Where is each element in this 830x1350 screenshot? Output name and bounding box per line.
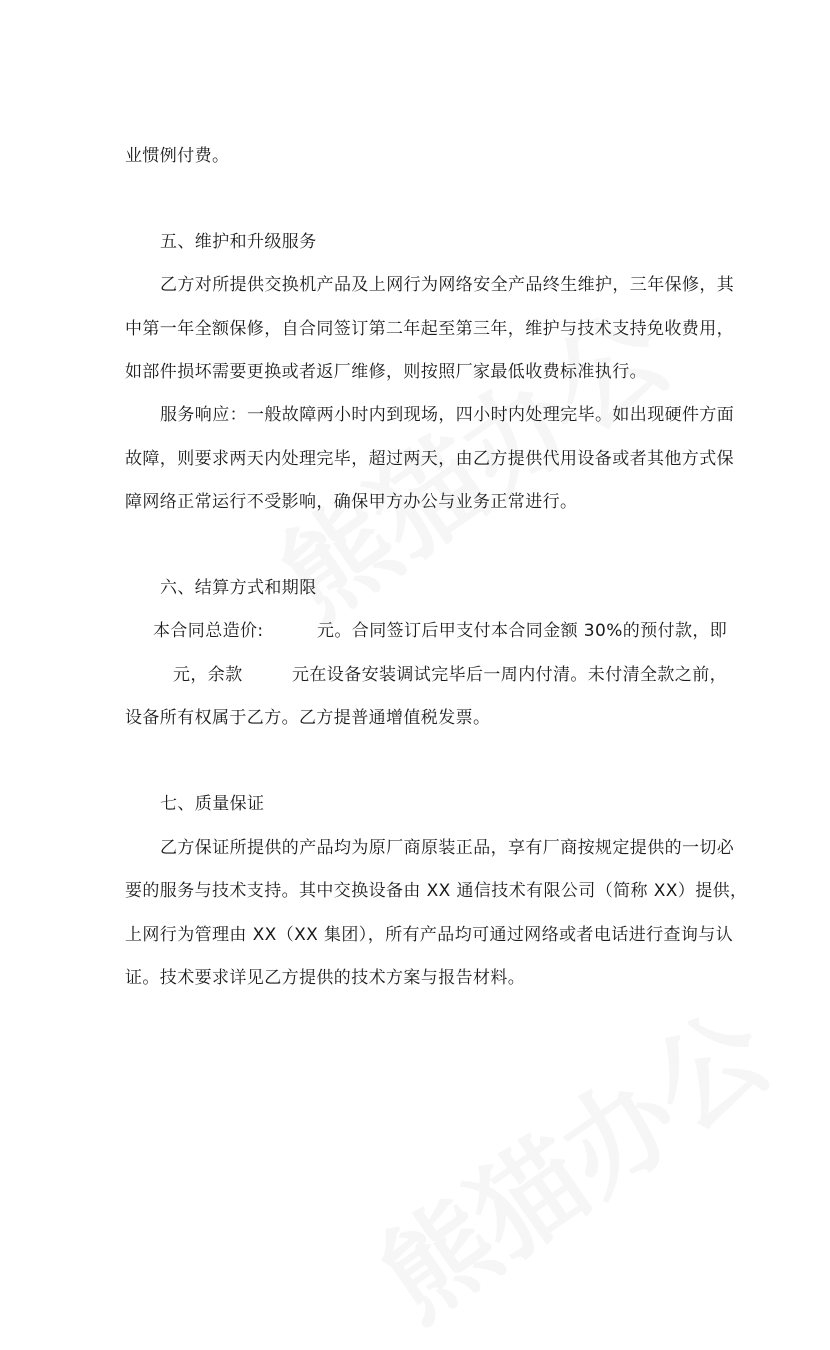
section-5-heading: 五、维护和升级服务 xyxy=(160,232,317,252)
section-5-para2-line3: 障网络正常运行不受影响，确保甲方办公与业务正常进行。 xyxy=(125,492,578,512)
section-7-line1: 乙方保证所提供的产品均为原厂商原装正品，享有厂商按规定提供的一切必 xyxy=(160,838,735,858)
section-5-para1-line2: 中第一年全额保修，自合同签订第二年起至第三年，维护与技术支持免收费用， xyxy=(125,319,734,339)
section-5-para1-line3: 如部件损坏需要更换或者返厂维修，则按照厂家最低收费标准执行。 xyxy=(125,362,647,382)
section-7-heading: 七、质量保证 xyxy=(160,794,265,814)
section-6-line2-a: 元，余款 xyxy=(173,665,243,685)
section-7-line2: 要的服务与技术支持。其中交换设备由 XX 通信技术有限公司（简称 XX）提供， xyxy=(125,881,748,901)
section-5-para1-line1: 乙方对所提供交换机产品及上网行为网络安全产品终生维护，三年保修，其 xyxy=(160,275,735,295)
section-6-line2-b: 元在设备安装调试完毕后一周内付清。未付清全款之前， xyxy=(292,665,727,685)
section-7-line3: 上网行为管理由 XX（XX 集团），所有产品均可通过网络或者电话进行查询与认 xyxy=(125,925,734,945)
section-6-line1-label: 本合同总造价: xyxy=(153,621,264,641)
watermark-bottom xyxy=(344,968,795,1350)
section-5-para2-line2: 故障，则要求两天内处理完毕，超过两天，由乙方提供代用设备或者其他方式保 xyxy=(125,449,734,469)
section-6-line3: 设备所有权属于乙方。乙方提普通增值税发票。 xyxy=(125,708,491,728)
carry-over-line: 业惯例付费。 xyxy=(125,146,230,166)
section-6-heading: 六、结算方式和期限 xyxy=(160,578,317,598)
section-7-line4: 证。技术要求详见乙方提供的技术方案与报告材料。 xyxy=(125,968,526,988)
section-6-line1-text: 元。合同签订后甲支付本合同金额 30%的预付款，即 xyxy=(317,621,728,641)
section-5-para2-line1: 服务响应：一般故障两小时内到现场，四小时内处理完毕。如出现硬件方面 xyxy=(160,405,735,425)
